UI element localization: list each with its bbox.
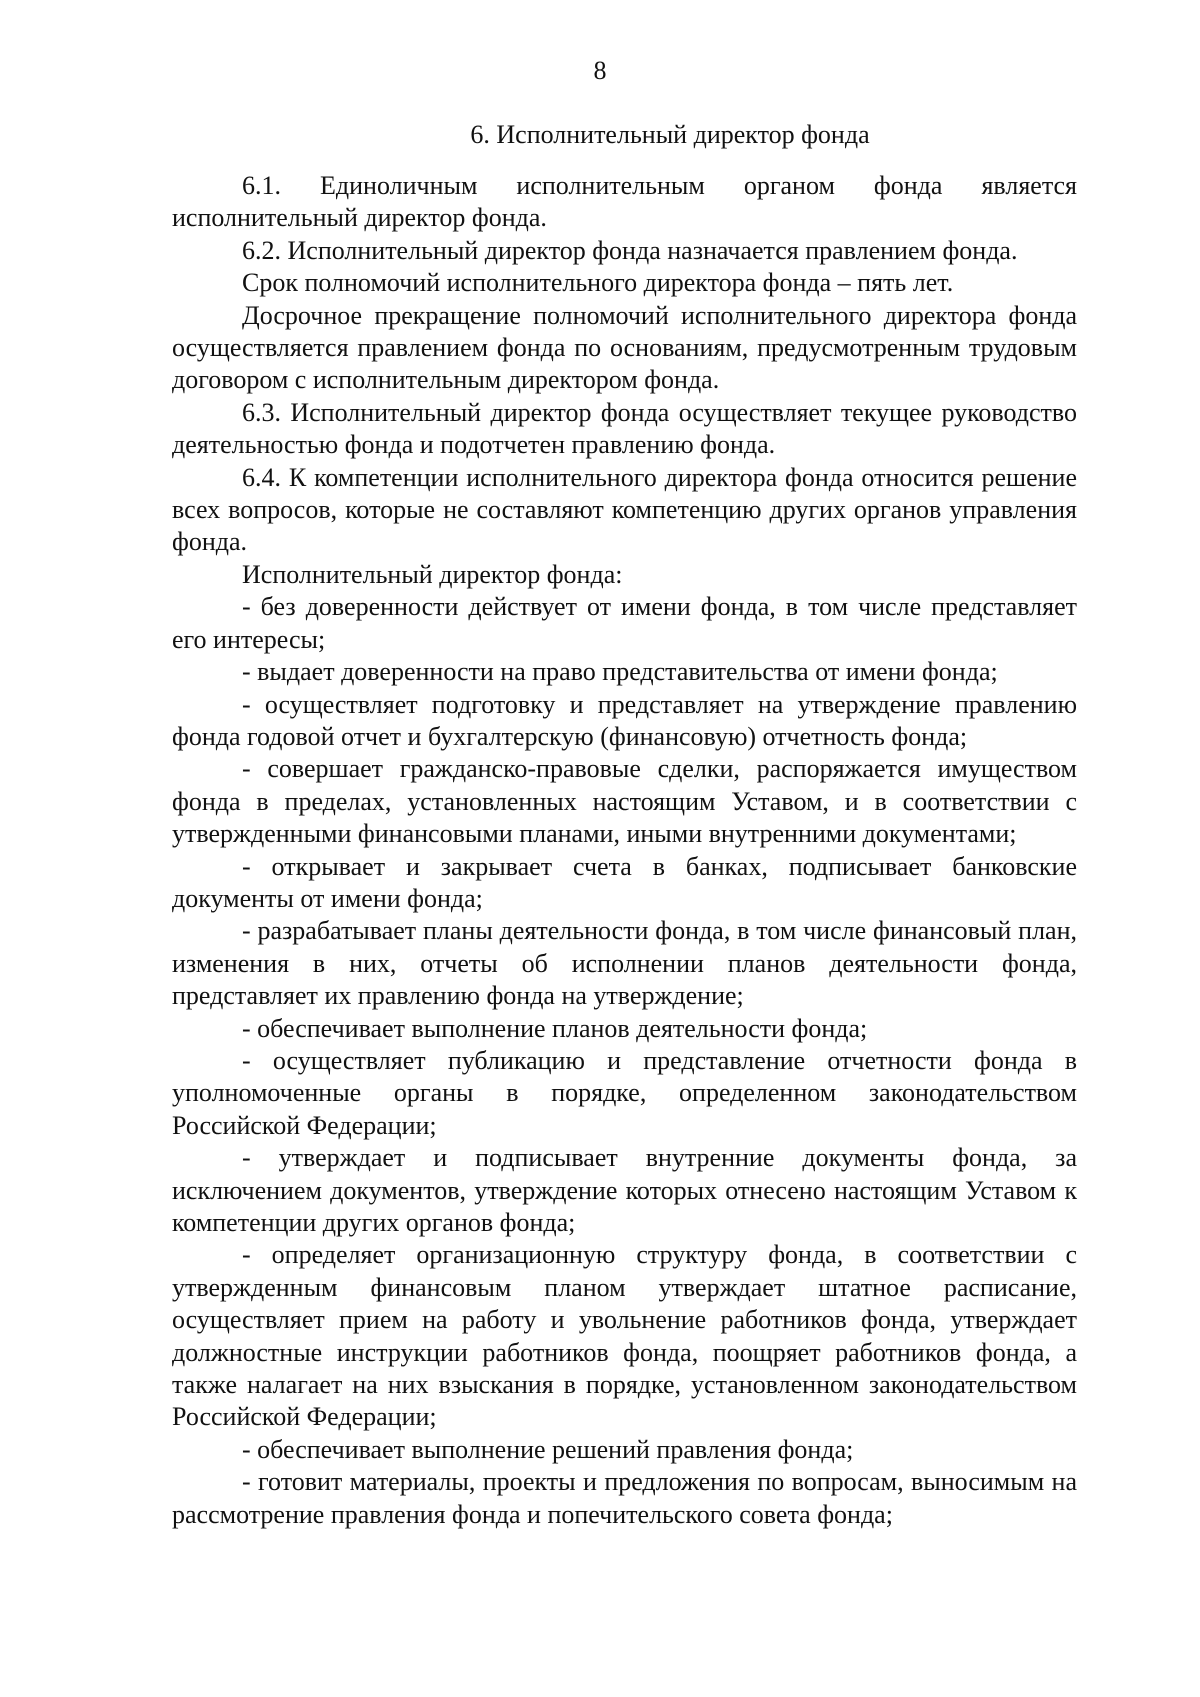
list-item: - выдает доверенности на право представительства от имени фонда; xyxy=(242,657,998,687)
list-item: - осуществляет подготовку и представляет на утверждение правлению фонда годовой отчет и бухгалтерскую (финансовую) отчетность фонда; xyxy=(172,689,1077,751)
list-item: - осуществляет публикацию и представление отчетности фонда в уполномоченные органы в порядке, определенном законодательством Российской Федерации; xyxy=(172,1045,1077,1140)
list-item: - обеспечивает выполнение планов деятельности фонда; xyxy=(242,1013,868,1043)
list-item: - открывает и закрывает счета в банках, подписывает банковские документы от имени фонда; xyxy=(172,851,1077,913)
list-item: - определяет организационную структуру фонда, в соответствии с утвержденным финансовым планом утверждает штатное расписание, осуществляет прием на работу и увольнение работников фонда, утверждает должностные инструкции работников фонда, поощряет работников фонда, а также налагает на них взыскания в порядке, установленном законодательством Российской Федерации; xyxy=(172,1240,1077,1432)
list-item: - без доверенности действует от имени фонда, в том числе представляет его интересы; xyxy=(172,592,1077,654)
paragraph: 6.3. Исполнительный директор фонда осуществляет текущее руководство деятельностью фонда и подотчетен правлению фонда. xyxy=(172,397,1077,460)
list-item: - готовит материалы, проекты и предложения по вопросам, выносимым на рассмотрение правления фонда и попечительского совета фонда; xyxy=(172,1467,1077,1529)
paragraph: 6.2. Исполнительный директор фонда назначается правлением фонда. xyxy=(242,235,1018,265)
list-item: - разрабатывает планы деятельности фонда, в том числе финансовый план, изменения в них, отчеты об исполнении планов деятельности фонда, представляет их правлению фонда на утверждение; xyxy=(172,916,1077,1011)
page-number: 8 xyxy=(593,56,607,85)
list-item: - совершает гражданско-правовые сделки, распоряжается имуществом фонда в пределах, установленных настоящим Уставом, и в соответствии с утвержденными финансовыми планами, иными внутренними документами; xyxy=(172,754,1077,849)
list-item: - обеспечивает выполнение решений правления фонда; xyxy=(242,1434,854,1464)
paragraph: 6.4. К компетенции исполнительного директора фонда относится решение всех вопросов, которые не составляют компетенцию других органов управления фонда. xyxy=(172,462,1077,557)
paragraph: Досрочное прекращение полномочий исполнительного директора фонда осуществляется правлением фонда по основаниям, предусмотренным трудовым договором с исполнительным директором фонда. xyxy=(172,300,1077,395)
section-title: 6. Исполнительный директор фонда xyxy=(470,120,870,149)
paragraph: Исполнительный директор фонда: xyxy=(242,559,623,589)
paragraph: 6.1. Единоличным исполнительным органом фонда является исполнительный директор фонда. xyxy=(172,171,1077,233)
document-body xyxy=(172,170,1077,1531)
paragraph: Срок полномочий исполнительного директора фонда – пять лет. xyxy=(242,268,954,298)
list-item: - утверждает и подписывает внутренние документы фонда, за исключением документов, утверждение которых отнесено настоящим Уставом к компетенции других органов фонда; xyxy=(172,1143,1077,1237)
